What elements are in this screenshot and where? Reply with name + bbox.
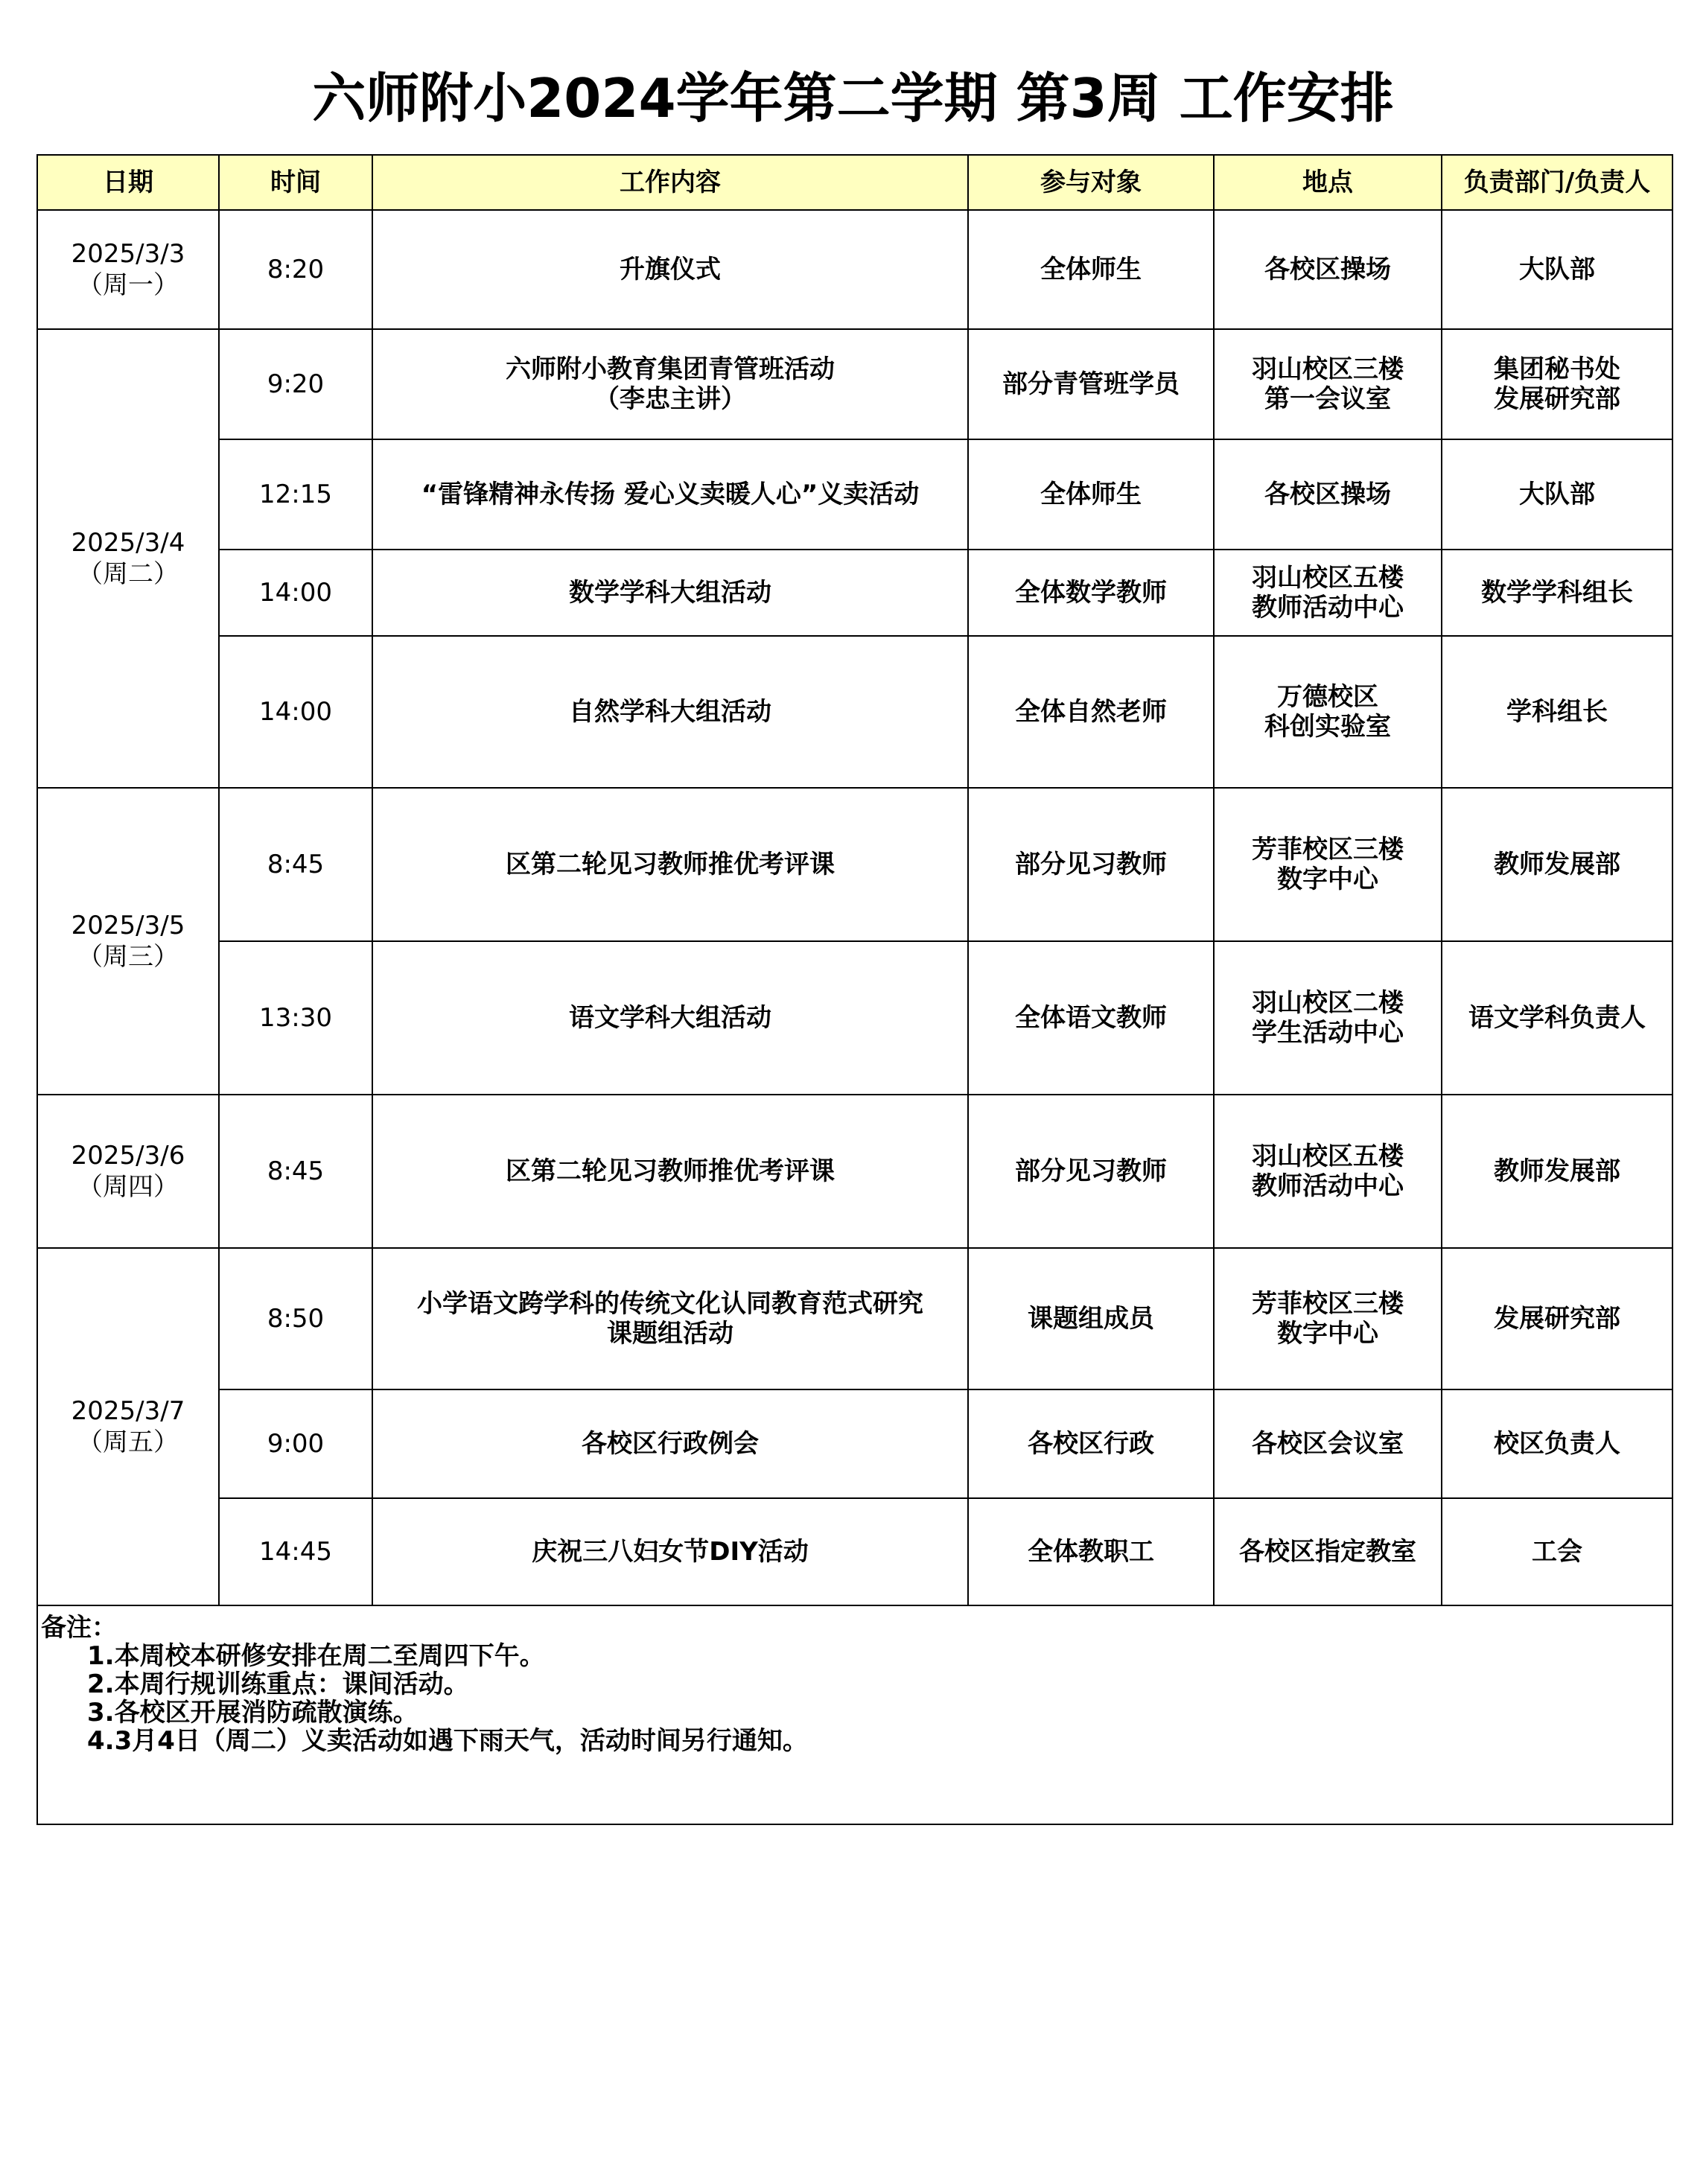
- schedule-table: [36, 154, 1673, 1825]
- participants-cell: [968, 788, 1214, 941]
- cell-line: 发展研究部: [1494, 1304, 1620, 1334]
- table-row: [37, 1498, 1672, 1605]
- cell-line: 各校区行政: [1028, 1429, 1154, 1459]
- cell-line: “雷锋精神永传扬 爱心义卖暖人心”义卖活动: [421, 480, 920, 509]
- weekday-value: （周一）: [77, 270, 179, 300]
- time-cell: 13:30: [219, 941, 372, 1095]
- cell-line: 语文学科大组活动: [569, 1003, 771, 1033]
- participants-cell: [968, 550, 1214, 636]
- cell-line: 芳菲校区三楼: [1252, 835, 1404, 865]
- cell-line: （李忠主讲）: [594, 384, 746, 414]
- cell-line: 部分见习教师: [1015, 1156, 1167, 1186]
- owner-cell: [1442, 1389, 1672, 1498]
- cell-line: 学生活动中心: [1252, 1018, 1404, 1048]
- header-content: 工作内容: [372, 155, 968, 210]
- cell-line: 语文学科负责人: [1468, 1003, 1646, 1033]
- table-row: [37, 1095, 1672, 1248]
- header-date: 日期: [37, 155, 219, 210]
- location-cell: [1214, 550, 1442, 636]
- cell-line: 各校区操场: [1264, 255, 1391, 284]
- cell-line: 课题组活动: [607, 1319, 733, 1349]
- date-cell: [37, 788, 219, 1095]
- cell-line: 部分青管班学员: [1002, 369, 1180, 399]
- cell-line: 各校区操场: [1264, 480, 1391, 509]
- cell-line: 羽山校区五楼: [1252, 563, 1404, 593]
- owner-cell: [1442, 1095, 1672, 1248]
- header-participants: 参与对象: [968, 155, 1214, 210]
- cell-line: 数字中心: [1277, 1319, 1378, 1349]
- cell-line: 发展研究部: [1494, 384, 1620, 414]
- owner-cell: [1442, 550, 1672, 636]
- content-cell: [372, 1389, 968, 1498]
- cell-line: 教师活动中心: [1252, 1171, 1404, 1201]
- owner-cell: [1442, 1498, 1672, 1605]
- table-row: [37, 329, 1672, 439]
- cell-line: 全体自然老师: [1015, 697, 1167, 727]
- cell-line: 区第二轮见习教师推优考评课: [506, 1156, 835, 1186]
- cell-line: 各校区指定教室: [1239, 1537, 1416, 1567]
- content-cell: [372, 1248, 968, 1389]
- table-row: [37, 210, 1672, 329]
- content-cell: [372, 1095, 968, 1248]
- table-row: [37, 788, 1672, 941]
- notes-cell: [37, 1605, 1672, 1824]
- cell-line: 各校区会议室: [1252, 1429, 1404, 1459]
- weekday-value: （周五）: [77, 1427, 179, 1457]
- time-cell: 14:00: [219, 636, 372, 788]
- cell-line: 课题组成员: [1028, 1304, 1154, 1334]
- note-item: 4.3月4日（周二）义卖活动如遇下雨天气，活动时间另行通知。: [87, 1726, 808, 1756]
- cell-line: 羽山校区二楼: [1252, 988, 1404, 1018]
- cell-line: 校区负责人: [1494, 1429, 1620, 1459]
- time-cell: 14:00: [219, 550, 372, 636]
- owner-cell: [1442, 210, 1672, 329]
- cell-line: 科创实验室: [1264, 712, 1391, 742]
- location-cell: [1214, 636, 1442, 788]
- cell-line: 全体师生: [1040, 255, 1142, 284]
- participants-cell: [968, 1248, 1214, 1389]
- cell-line: 第一会议室: [1264, 384, 1391, 414]
- cell-line: 万德校区: [1277, 682, 1378, 712]
- cell-line: 羽山校区三楼: [1252, 354, 1404, 384]
- location-cell: [1214, 1095, 1442, 1248]
- header-row: [37, 155, 1672, 210]
- time-cell: 9:00: [219, 1389, 372, 1498]
- time-cell: 8:20: [219, 210, 372, 329]
- location-cell: [1214, 1498, 1442, 1605]
- notes-label: 备注：: [41, 1613, 117, 1643]
- header-owner: 负责部门/负责人: [1442, 155, 1672, 210]
- note-item: 2.本周行规训练重点：课间活动。: [87, 1669, 469, 1699]
- notes-row: [37, 1605, 1672, 1824]
- location-cell: [1214, 1248, 1442, 1389]
- content-cell: [372, 1498, 968, 1605]
- cell-line: 部分见习教师: [1015, 850, 1167, 879]
- weekday-value: （周四）: [77, 1172, 179, 1202]
- date-cell: [37, 1095, 219, 1248]
- owner-cell: [1442, 1248, 1672, 1389]
- cell-line: 教师发展部: [1494, 1156, 1620, 1186]
- location-cell: [1214, 439, 1442, 550]
- weekday-value: （周三）: [77, 942, 179, 972]
- location-cell: [1214, 329, 1442, 439]
- date-value: 2025/3/6: [71, 1141, 185, 1171]
- location-cell: [1214, 788, 1442, 941]
- weekday-value: （周二）: [77, 559, 179, 589]
- date-cell: [37, 329, 219, 788]
- content-cell: [372, 941, 968, 1095]
- table-row: [37, 1248, 1672, 1389]
- participants-cell: [968, 1389, 1214, 1498]
- participants-cell: [968, 439, 1214, 550]
- note-item: 3.各校区开展消防疏散演练。: [87, 1698, 418, 1728]
- cell-line: 全体师生: [1040, 480, 1142, 509]
- cell-line: 大队部: [1519, 480, 1595, 509]
- cell-line: 羽山校区五楼: [1252, 1142, 1404, 1171]
- participants-cell: [968, 1095, 1214, 1248]
- date-value: 2025/3/7: [71, 1396, 185, 1426]
- table-row: [37, 941, 1672, 1095]
- cell-line: 工会: [1532, 1537, 1582, 1567]
- content-cell: [372, 329, 968, 439]
- time-cell: 9:20: [219, 329, 372, 439]
- cell-line: 升旗仪式: [620, 255, 721, 284]
- cell-line: 六师附小教育集团青管班活动: [506, 354, 835, 384]
- schedule-body: [37, 210, 1672, 1605]
- time-cell: 8:50: [219, 1248, 372, 1389]
- participants-cell: [968, 941, 1214, 1095]
- owner-cell: [1442, 329, 1672, 439]
- table-row: [37, 550, 1672, 636]
- participants-cell: [968, 1498, 1214, 1605]
- cell-line: 小学语文跨学科的传统文化认同教育范式研究: [417, 1289, 923, 1319]
- time-cell: 8:45: [219, 788, 372, 941]
- page-title: 六师附小2024学年第二学期 第3周 工作安排: [312, 67, 1394, 130]
- cell-line: 各校区行政例会: [582, 1429, 759, 1459]
- location-cell: [1214, 210, 1442, 329]
- cell-line: 学科组长: [1506, 697, 1608, 727]
- participants-cell: [968, 329, 1214, 439]
- location-cell: [1214, 941, 1442, 1095]
- content-cell: [372, 550, 968, 636]
- cell-line: 芳菲校区三楼: [1252, 1289, 1404, 1319]
- cell-line: 集团秘书处: [1494, 354, 1620, 384]
- cell-line: 庆祝三八妇女节DIY活动: [532, 1537, 809, 1567]
- cell-line: 自然学科大组活动: [569, 697, 771, 727]
- owner-cell: [1442, 439, 1672, 550]
- cell-line: 教师发展部: [1494, 850, 1620, 879]
- cell-line: 全体教职工: [1028, 1537, 1154, 1567]
- cell-line: 全体数学教师: [1015, 578, 1167, 608]
- owner-cell: [1442, 788, 1672, 941]
- date-value: 2025/3/4: [71, 528, 185, 558]
- table-row: [37, 636, 1672, 788]
- time-cell: 8:45: [219, 1095, 372, 1248]
- date-value: 2025/3/5: [71, 911, 185, 940]
- participants-cell: [968, 210, 1214, 329]
- time-cell: 12:15: [219, 439, 372, 550]
- location-cell: [1214, 1389, 1442, 1498]
- header-time: 时间: [219, 155, 372, 210]
- cell-line: 数学学科大组活动: [569, 578, 771, 608]
- cell-line: 大队部: [1519, 255, 1595, 284]
- owner-cell: [1442, 941, 1672, 1095]
- time-cell: 14:45: [219, 1498, 372, 1605]
- cell-line: 数学学科组长: [1481, 578, 1633, 608]
- date-cell: [37, 1248, 219, 1605]
- content-cell: [372, 788, 968, 941]
- table-row: [37, 439, 1672, 550]
- content-cell: [372, 636, 968, 788]
- header-location: 地点: [1214, 155, 1442, 210]
- cell-line: 数字中心: [1277, 865, 1378, 894]
- table-row: [37, 1389, 1672, 1498]
- date-value: 2025/3/3: [71, 239, 185, 269]
- participants-cell: [968, 636, 1214, 788]
- content-cell: [372, 210, 968, 329]
- cell-line: 区第二轮见习教师推优考评课: [506, 850, 835, 879]
- cell-line: 教师活动中心: [1252, 593, 1404, 623]
- date-cell: [37, 210, 219, 329]
- owner-cell: [1442, 636, 1672, 788]
- content-cell: [372, 439, 968, 550]
- cell-line: 全体语文教师: [1015, 1003, 1167, 1033]
- note-item: 1.本周校本研修安排在周二至周四下午。: [87, 1641, 545, 1671]
